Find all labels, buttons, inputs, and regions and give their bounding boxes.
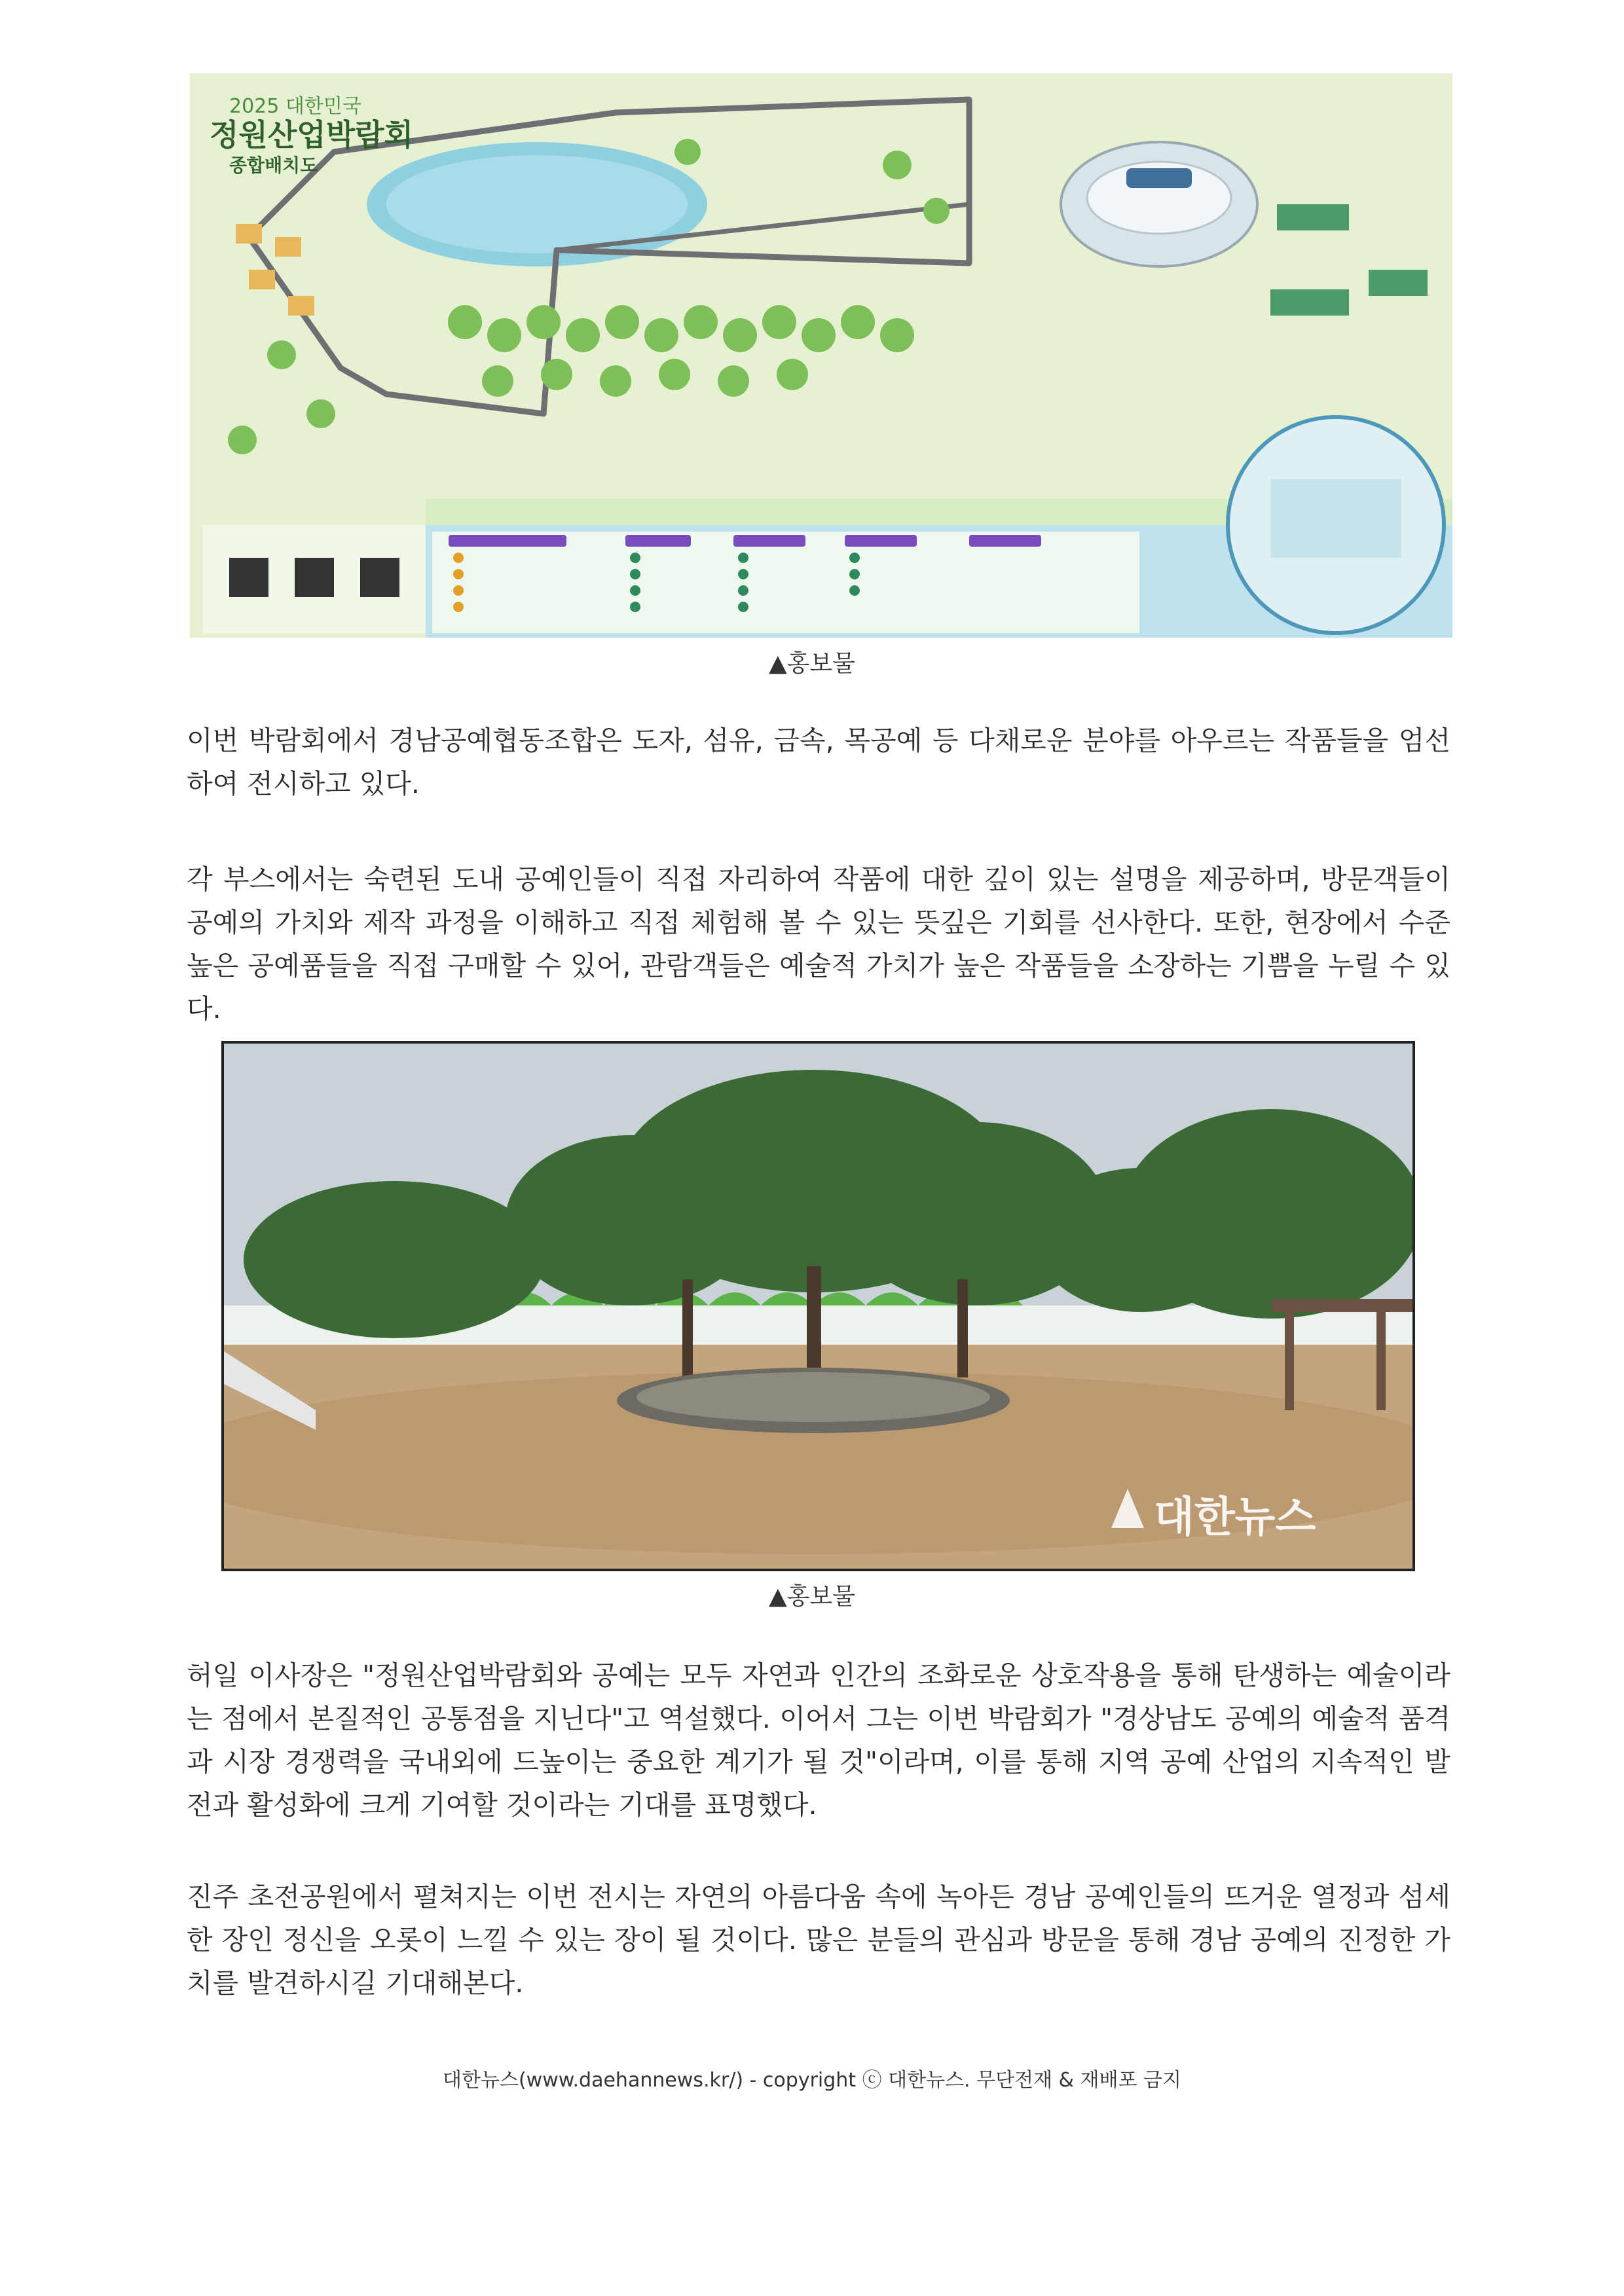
paragraph-4: 진주 초전공원에서 펼쳐지는 이번 전시는 자연의 아름다움 속에 녹아든 경남 공예인들의 뜨거운 열정과 섬세한 장인 정신을 오롯이 느낄 수 있는 장이 될 것이다. 많은 분들의 관심과 방문을 통해 경남 공예의 진정한 가치를 발견하시길 기대해본다. xyxy=(187,1881,1450,1999)
figure2-caption: ▲홍보물 xyxy=(768,1583,855,1610)
copyright-footer: 대한뉴스(www.daehannews.kr/) - copyright ⓒ 대한뉴스. 무단전재 & 재배포 금지 xyxy=(443,2069,1181,2092)
paragraph-3: 허일 이사장은 "정원산업박람회와 공예는 모두 자연과 인간의 조화로운 상호작용을 통해 탄생하는 예술이라는 점에서 본질적인 공통점을 지닌다"고 역설했다. 이어서 그는 이번 박람회가 "경상남도 공예의 예술적 품격과 시장 경쟁력을 국내외에 드높이는 중요한 계기가 될 것"이라며, 이를 통해 지역 공예 산업의 지속적인 발전과 활성화에 크게 기여할 것이라는 기대를 표명했다. xyxy=(187,1660,1450,1821)
park-photo-image xyxy=(221,1041,1415,1571)
figure1-caption: ▲홍보물 xyxy=(768,650,855,677)
map-subtitle: 종합배치도 xyxy=(229,155,318,176)
watermark-text: 대한뉴스 xyxy=(1154,1493,1316,1542)
paragraph-1: 이번 박람회에서 경남공예협동조합은 도자, 섬유, 금속, 목공예 등 다채로운 분야를 아우르는 작품들을 엄선하여 전시하고 있다. xyxy=(187,725,1450,799)
park-photo-illustration xyxy=(224,1044,1412,1569)
paragraph-2: 각 부스에서는 숙련된 도내 공예인들이 직접 자리하여 작품에 대한 깊이 있는 설명을 제공하며, 방문객들이 공예의 가치와 제작 과정을 이해하고 직접 체험해 볼 수 있는 뜻깊은 기회를 선사한다. 또한, 현장에서 수준 높은 공예품들을 직접 구매할 수 있어, 관람객들은 예술적 가치가 높은 작품들을 소장하는 기쁨을 누릴 수 있다. xyxy=(187,864,1450,1025)
site-map-illustration xyxy=(190,73,1452,638)
site-map-image xyxy=(190,73,1452,638)
map-title-year: 2025 대한민국 xyxy=(229,95,361,118)
map-title-main: 정원산업박람회 xyxy=(210,117,414,153)
